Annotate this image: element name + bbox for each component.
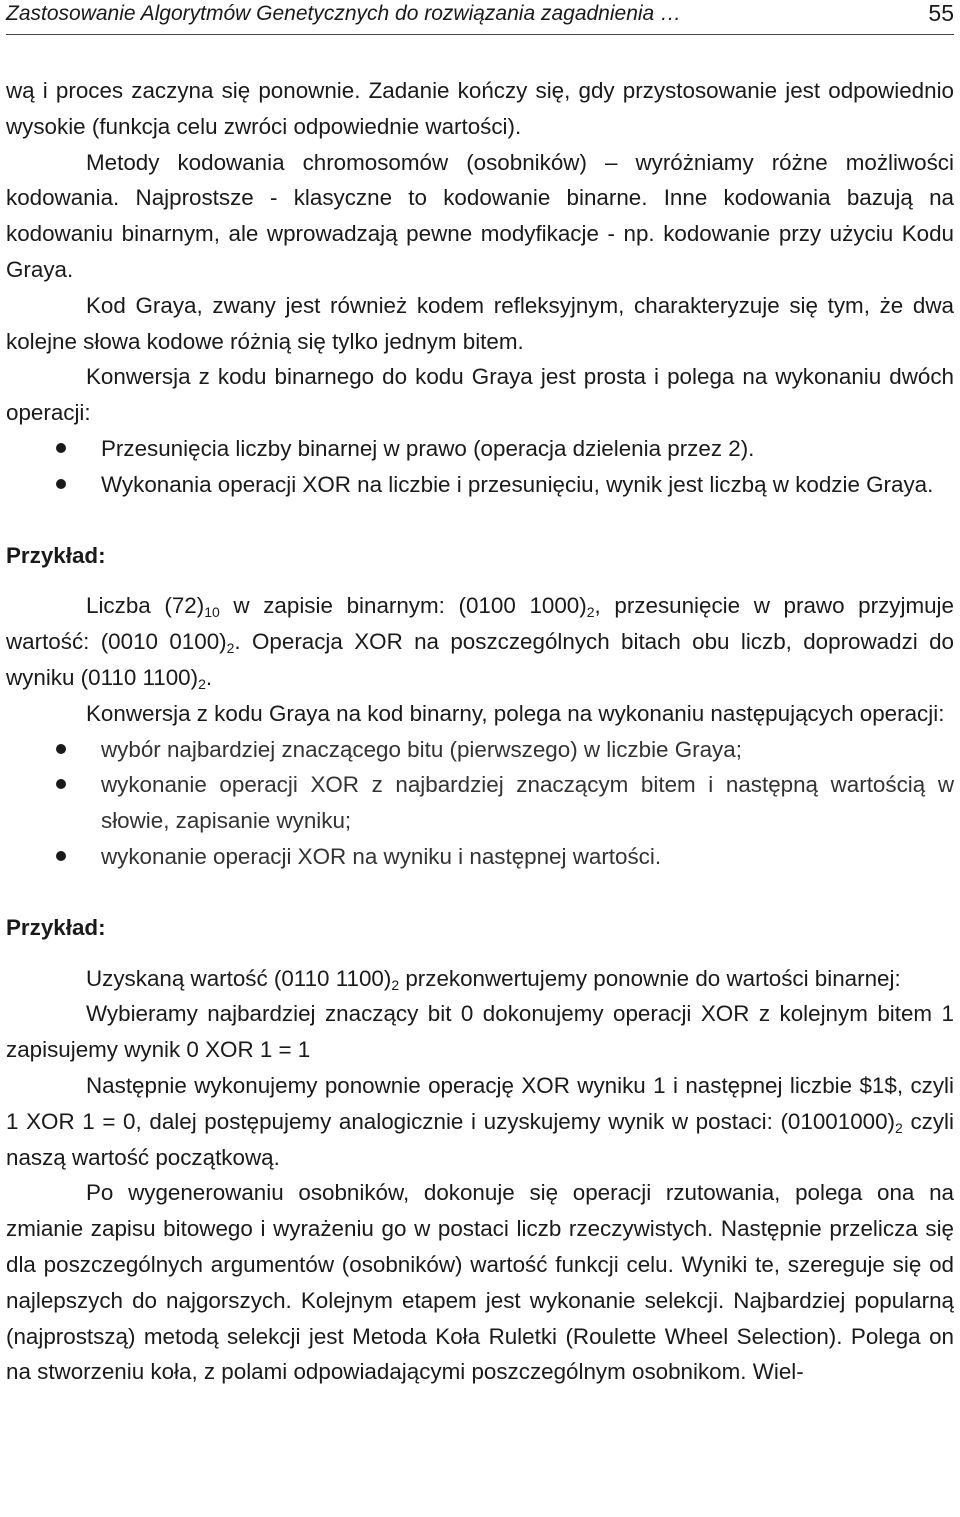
paragraph-selection: Po wygenerowaniu osobników, dokonuje się operacji rzutowania, polega ona na zmianie zapisu bitowego i wyrażeniu go w postaci liczb rzeczywistych. Następnie przelicza się dla poszczególnych argumentów (osobników) wartość funkcji celu. Wyniki te, szereguje się od najlepszych do najgorszych. Kolejnym etapem jest wykonanie selekcji. Najbardziej popularną (najprostszą) metodą selekcji jest Metoda Koła Ruletki (Roulette Wheel Selection). Polega on na stworzeniu koła, z polami odpowiadającymi poszczególnym osobnikom. Wiel- [6,1180,954,1385]
example-2-text [6,961,954,997]
subscript: 2 [226,640,235,657]
page-header [6,0,954,35]
subscript: 2 [586,604,595,621]
list-item-text: Przesunięcia liczby binarnej w prawo (operacja dzielenia przez 2). [101,435,755,461]
bullet-list-binary-to-gray [6,431,954,503]
list-item [6,732,954,768]
example-2-step: Wybieramy najbardziej znaczący bit 0 dokonujemy operacji XOR z kolejnym bitem 1 zapisujemy wynik 0 XOR 1 = 1 [6,1001,954,1063]
list-item [6,467,954,503]
paragraph-continuation: wą i proces zaczyna się ponownie. Zadanie kończy się, gdy przystosowanie jest odpowiednio wysokie (funkcja celu zwróci odpowiednie wartości). [6,78,954,139]
example-text: Liczba (72) [86,593,205,619]
list-item [6,839,954,875]
paragraph-text: Metody kodowania chromosomów (osobników) [86,149,587,175]
subscript: 2 [895,1119,903,1136]
running-title: Zastosowanie Algorytmów Genetycznych do rozwiązania zagadnienia … [6,2,682,25]
bullet-icon [56,851,66,861]
example-text: Następnie wykonujemy ponownie operację XOR wyniku 1 i następnej liczbie $1$, czyli 1 XOR 1 = 0, dalej postępujemy analogicznie i uzyskujemy wynik w postaci: (01001000) [6,1072,954,1134]
list-item-text: wybór najbardziej znaczącego bitu (pierwszego) w liczbie Graya; [101,736,742,762]
subscript: 2 [391,976,400,993]
paragraph-gray-code: Kod Graya, zwany jest również kodem refleksyjnym, charakteryzuje się tym, że dwa kolejne słowa kodowe różnią się tylko jednym bitem. [6,292,954,354]
paragraph-text: wyróżniamy różne możliwości kodowania. Najprostsze - klasyczne to kodowanie binarne. Inne kodowania bazują na kodowaniu binarnym, ale wprowadzają pewne modyfikacje - np. kodowanie przy użyciu Kodu Graya. [6,149,954,282]
subscript: 2 [198,675,206,692]
example-text: przekonwertujemy ponownie do wartości binarnej: [399,965,901,991]
list-item-text: wykonanie operacji XOR z najbardziej znaczącym bitem i następną wartością w słowie, zapisanie wyniku; [101,772,954,834]
paragraph-binary-to-gray: Konwersja z kodu binarnego do kodu Graya jest prosta i polega na wykonaniu dwóch operacji: [6,364,954,426]
example-text: . Operacja XOR na poszczególnych bitach obu liczb, doprowadzi do wyniku (0110 1100) [6,629,954,690]
paragraph-encoding-methods [6,145,954,288]
example-text: Uzyskaną wartość (0110 1100) [86,965,392,991]
page-body [6,73,954,1390]
example-text: czyli naszą wartość początkową. [6,1108,954,1170]
paragraph-gray-to-binary: Konwersja z kodu Graya na kod binarny, polega na wykonaniu następujących operacji: [86,700,945,726]
example-heading: Przykład: [6,914,106,940]
bullet-icon [56,744,66,754]
example-1-text [6,588,954,695]
example-heading: Przykład: [6,542,106,568]
bullet-icon [56,779,66,789]
bullet-icon [56,479,66,489]
list-item-text: Wykonania operacji XOR na liczbie i przesunięciu, wynik jest liczbą w kodzie Graya. [101,471,934,497]
subscript: 10 [204,604,220,621]
example-text: w zapisie binarnym: (0100 1000) [219,593,587,619]
list-item [6,767,954,839]
list-item-text: wykonanie operacji XOR na wyniku i następnej wartości. [101,843,662,869]
example-text: , przesunięcie w prawo przyjmuje wartość: (0010 0100) [6,593,954,655]
bullet-icon [56,443,66,453]
example-text: . [205,664,213,690]
dash: – [604,149,618,175]
bullet-list-gray-to-binary [6,732,954,875]
page-number: 55 [928,0,954,26]
list-item [6,431,954,467]
example-2-step [6,1068,954,1175]
